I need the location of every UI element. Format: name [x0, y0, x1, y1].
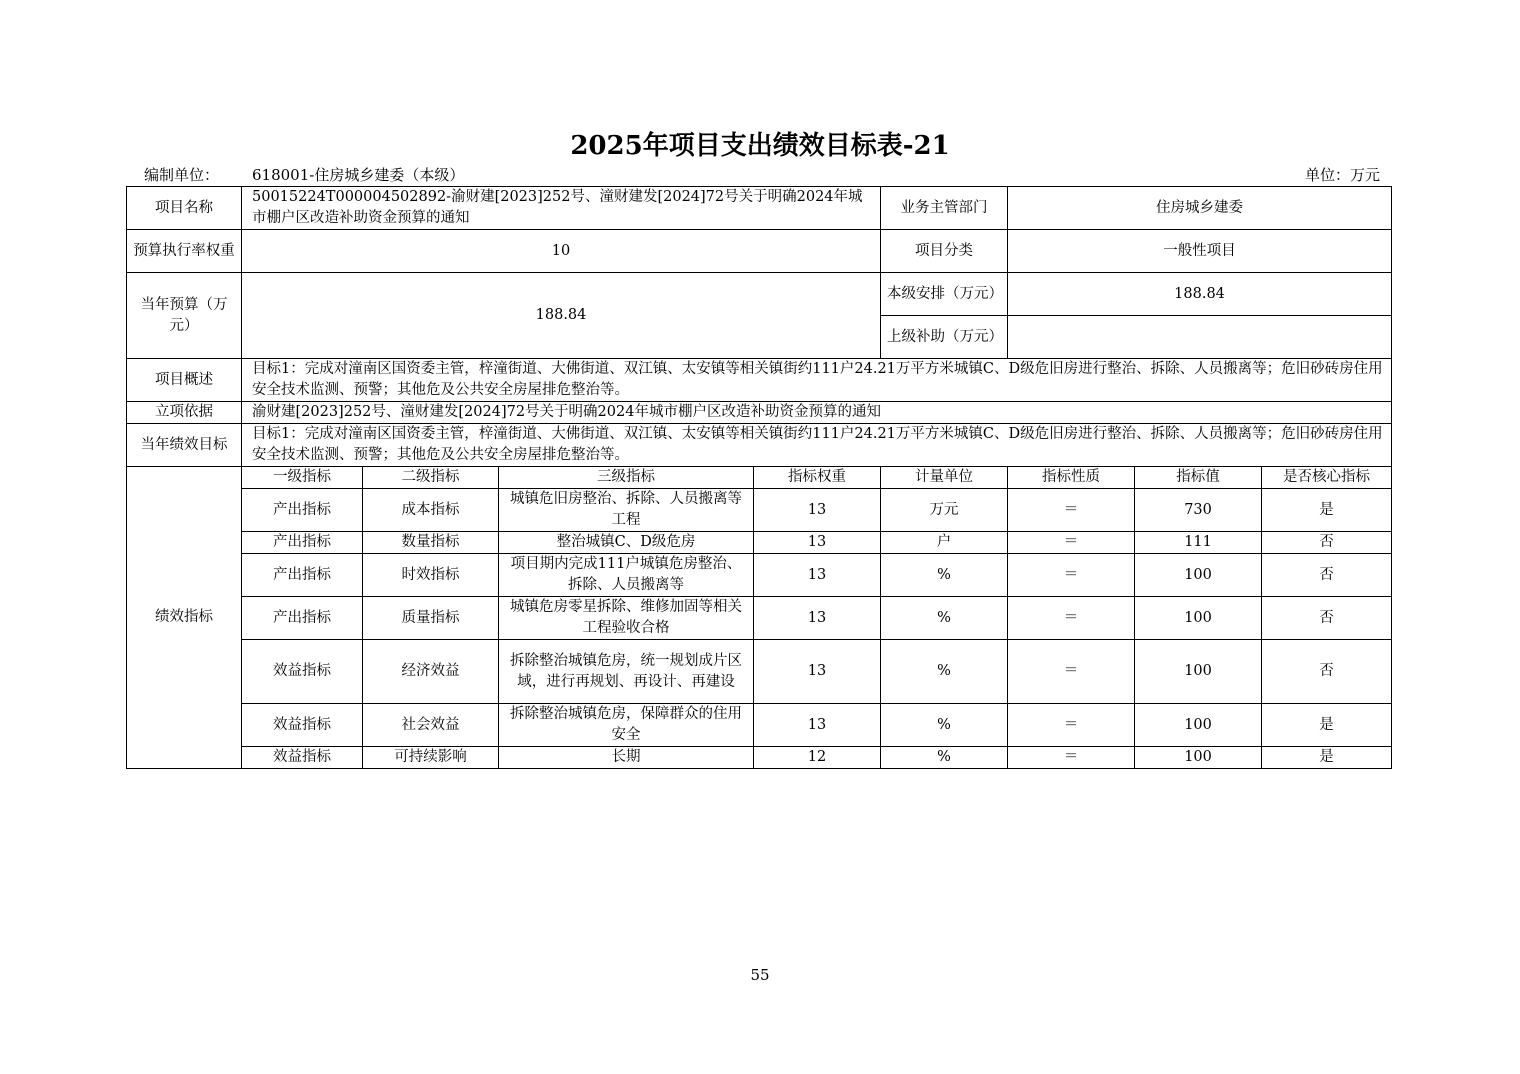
performance-table — [126, 186, 1392, 769]
indicator-cell-core: 是 — [1262, 704, 1392, 747]
indicator-header-weight: 指标权重 — [754, 467, 881, 489]
indicator-cell-nature: ＝ — [1008, 747, 1135, 769]
org-label: 编制单位： — [144, 166, 220, 184]
indicator-cell-weight: 13 — [754, 554, 881, 597]
indicator-cell-unit: % — [881, 554, 1008, 597]
page-number: 55 — [750, 966, 770, 984]
indicator-row — [127, 747, 1392, 769]
dept-label: 业务主管部门 — [881, 187, 1008, 230]
indicator-cell-level2: 社会效益 — [363, 704, 499, 747]
indicator-cell-unit: % — [881, 704, 1008, 747]
indicator-cell-level3: 长期 — [499, 747, 754, 769]
indicator-cell-level3: 整治城镇C、D级危房 — [499, 532, 754, 554]
perf-label: 绩效指标 — [127, 467, 242, 769]
indicator-cell-core: 否 — [1262, 532, 1392, 554]
indicator-row — [127, 640, 1392, 704]
indicator-header-value: 指标值 — [1135, 467, 1262, 489]
local-value: 188.84 — [1008, 273, 1392, 316]
indicator-cell-value: 100 — [1135, 747, 1262, 769]
indicator-cell-level2: 经济效益 — [363, 640, 499, 704]
indicator-cell-nature: ＝ — [1008, 640, 1135, 704]
indicator-cell-level3: 项目期内完成111户城镇危房整治、拆除、人员搬离等 — [499, 554, 754, 597]
org-value: 618001-住房城乡建委（本级） — [252, 166, 465, 184]
indicator-cell-value: 730 — [1135, 489, 1262, 532]
indicator-cell-weight: 13 — [754, 489, 881, 532]
upper-label: 上级补助（万元） — [881, 316, 1008, 359]
indicator-cell-core: 否 — [1262, 640, 1392, 704]
indicator-cell-unit: % — [881, 597, 1008, 640]
indicator-cell-level1: 效益指标 — [242, 747, 363, 769]
indicator-cell-level1: 产出指标 — [242, 554, 363, 597]
indicator-cell-unit: % — [881, 747, 1008, 769]
indicator-cell-core: 否 — [1262, 597, 1392, 640]
overview-label: 项目概述 — [127, 359, 242, 402]
indicator-cell-nature: ＝ — [1008, 597, 1135, 640]
indicator-cell-core: 是 — [1262, 747, 1392, 769]
indicator-cell-level1: 产出指标 — [242, 489, 363, 532]
indicator-cell-level2: 时效指标 — [363, 554, 499, 597]
indicator-cell-weight: 13 — [754, 532, 881, 554]
indicator-cell-value: 100 — [1135, 704, 1262, 747]
indicator-header-level1: 一级指标 — [242, 467, 363, 489]
indicator-cell-level2: 质量指标 — [363, 597, 499, 640]
indicator-cell-level2: 数量指标 — [363, 532, 499, 554]
indicator-cell-level1: 产出指标 — [242, 597, 363, 640]
indicator-cell-weight: 13 — [754, 640, 881, 704]
indicator-cell-weight: 13 — [754, 704, 881, 747]
indicator-cell-unit: 户 — [881, 532, 1008, 554]
indicator-header-core: 是否核心指标 — [1262, 467, 1392, 489]
indicator-cell-level2: 成本指标 — [363, 489, 499, 532]
overview-value: 目标1：完成对潼南区国资委主管，梓潼街道、大佛街道、双江镇、太安镇等相关镇街约111户24.21万平方米城镇C、D级危旧房进行整治、拆除、人员搬离等；危旧砂砖房住用安全技术监测、预警；其他危及公共安全房屋排危整治等。 — [242, 359, 1392, 402]
indicator-header-unit: 计量单位 — [881, 467, 1008, 489]
indicator-cell-level1: 产出指标 — [242, 532, 363, 554]
indicator-row — [127, 704, 1392, 747]
indicator-row — [127, 597, 1392, 640]
basis-value: 渝财建[2023]252号、潼财建发[2024]72号关于明确2024年城市棚户区改造补助资金预算的通知 — [242, 402, 1392, 424]
indicator-cell-value: 100 — [1135, 554, 1262, 597]
exec-rate-label: 预算执行率权重 — [127, 230, 242, 273]
indicator-cell-level3: 城镇危旧房整治、拆除、人员搬离等工程 — [499, 489, 754, 532]
indicator-cell-value: 111 — [1135, 532, 1262, 554]
indicator-row — [127, 489, 1392, 532]
indicator-header-level2: 二级指标 — [363, 467, 499, 489]
indicator-cell-level3: 拆除整治城镇危房，统一规划成片区域，进行再规划、再设计、再建设 — [499, 640, 754, 704]
dept-value: 住房城乡建委 — [1008, 187, 1392, 230]
upper-value — [1008, 316, 1392, 359]
basis-label: 立项依据 — [127, 402, 242, 424]
category-value: 一般性项目 — [1008, 230, 1392, 273]
indicator-cell-nature: ＝ — [1008, 704, 1135, 747]
goal-label: 当年绩效目标 — [127, 424, 242, 467]
category-label: 项目分类 — [881, 230, 1008, 273]
indicator-cell-nature: ＝ — [1008, 532, 1135, 554]
unit-label: 单位：万元 — [1304, 166, 1380, 184]
indicator-cell-weight: 12 — [754, 747, 881, 769]
goal-value: 目标1：完成对潼南区国资委主管，梓潼街道、大佛街道、双江镇、太安镇等相关镇街约111户24.21万平方米城镇C、D级危旧房进行整治、拆除、人员搬离等；危旧砂砖房住用安全技术监测、预警；其他危及公共安全房屋排危整治等。 — [242, 424, 1392, 467]
meta-line — [126, 164, 1380, 186]
indicator-cell-level2: 可持续影响 — [363, 747, 499, 769]
indicator-cell-nature: ＝ — [1008, 554, 1135, 597]
indicator-cell-level3: 城镇危房零星拆除、维修加固等相关工程验收合格 — [499, 597, 754, 640]
project-name-label: 项目名称 — [127, 187, 242, 230]
indicator-cell-level3: 拆除整治城镇危房，保障群众的住用安全 — [499, 704, 754, 747]
indicator-header-level3: 三级指标 — [499, 467, 754, 489]
budget-value: 188.84 — [242, 273, 881, 359]
indicator-row — [127, 554, 1392, 597]
indicator-cell-level1: 效益指标 — [242, 704, 363, 747]
indicator-cell-value: 100 — [1135, 597, 1262, 640]
indicator-cell-value: 100 — [1135, 640, 1262, 704]
indicator-cell-unit: % — [881, 640, 1008, 704]
indicator-header-nature: 指标性质 — [1008, 467, 1135, 489]
indicator-cell-level1: 效益指标 — [242, 640, 363, 704]
indicator-cell-nature: ＝ — [1008, 489, 1135, 532]
indicator-cell-weight: 13 — [754, 597, 881, 640]
indicator-row — [127, 532, 1392, 554]
local-label: 本级安排（万元） — [881, 273, 1008, 316]
indicator-cell-unit: 万元 — [881, 489, 1008, 532]
budget-label: 当年预算（万元） — [127, 273, 242, 359]
indicator-cell-core: 否 — [1262, 554, 1392, 597]
exec-rate-value: 10 — [242, 230, 881, 273]
project-name-value: 50015224T000004502892-渝财建[2023]252号、潼财建发[2024]72号关于明确2024年城市棚户区改造补助资金预算的通知 — [242, 187, 881, 230]
indicator-cell-core: 是 — [1262, 489, 1392, 532]
page-title: 2025年项目支出绩效目标表-21 — [570, 131, 950, 161]
